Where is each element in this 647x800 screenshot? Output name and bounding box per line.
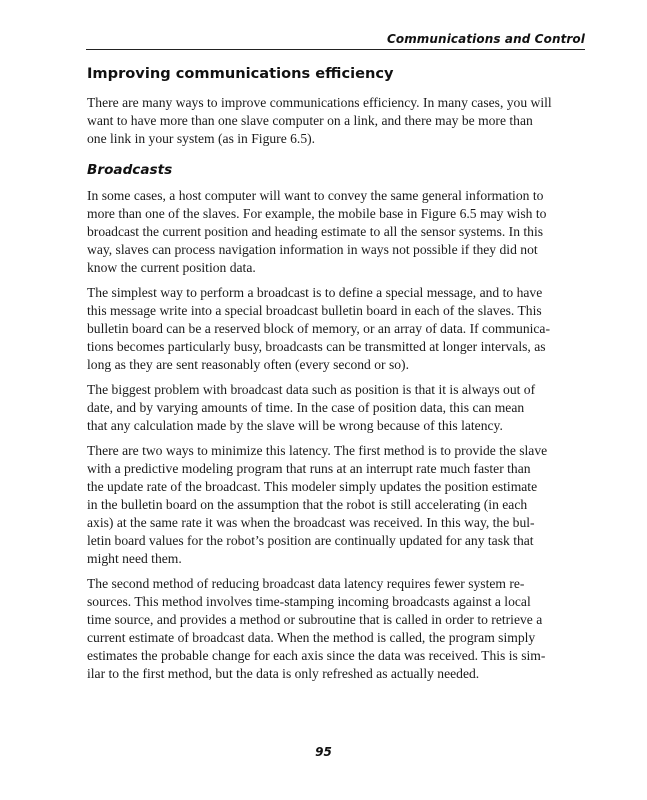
- line: the update rate of the broadcast. This modeler simply updates the position estimate: [87, 479, 538, 494]
- line: sources. This method involves time-stamping incoming broadcasts against a local: [87, 594, 531, 609]
- section-title: Improving communications efficiency: [87, 65, 394, 82]
- paragraph-3: [87, 284, 581, 374]
- line: tions becomes particularly busy, broadcasts can be transmitted at longer intervals, as: [87, 339, 546, 354]
- line: date, and by varying amounts of time. In the case of position data, this can mean: [87, 400, 525, 415]
- line: The biggest problem with broadcast data such as position is that it is always out of: [87, 382, 536, 397]
- line: There are two ways to minimize this latency. The first method is to provide the slave: [87, 443, 548, 458]
- line: broadcast the current position and heading estimate to all the sensor systems. In this: [87, 224, 544, 239]
- line: more than one of the slaves. For example, the mobile base in Figure 6.5 may wish to: [87, 206, 547, 221]
- paragraph-2: [87, 187, 581, 277]
- line: in the bulletin board on the assumption that the robot is still accelerating (in each: [87, 497, 528, 512]
- line: know the current position data.: [87, 260, 256, 275]
- subsection-title: Broadcasts: [87, 162, 173, 178]
- line: with a predictive modeling program that runs at an interrupt rate much faster than: [87, 461, 531, 476]
- paragraph-4: [87, 381, 581, 435]
- line: want to have more than one slave computer on a link, and there may be more than: [87, 113, 533, 128]
- line: this message write into a special broadcast bulletin board in each of the slaves. This: [87, 303, 542, 318]
- body-content: [87, 64, 581, 690]
- line: long as they are sent reasonably often (every second or so).: [87, 357, 409, 372]
- line: The simplest way to perform a broadcast is to define a special message, and to have: [87, 285, 543, 300]
- line: estimates the probable change for each axis since the data was received. This is sim-: [87, 648, 546, 663]
- header-rule: [86, 49, 585, 50]
- line: axis) at the same rate it was when the broadcast was received. In this way, the bul-: [87, 515, 535, 530]
- line: current estimate of broadcast data. When the method is called, the program simply: [87, 630, 536, 645]
- line: that any calculation made by the slave will be wrong because of this latency.: [87, 418, 503, 433]
- line: time source, and provides a method or subroutine that is called in order to retrieve a: [87, 612, 543, 627]
- running-head: Communications and Control: [386, 32, 585, 46]
- line: ilar to the first method, but the data is only refreshed as actually needed.: [87, 666, 480, 681]
- paragraph-5: [87, 442, 581, 568]
- line: bulletin board can be a reserved block of memory, or an array of data. If communica-: [87, 321, 550, 336]
- line: In some cases, a host computer will want to convey the same general information to: [87, 188, 544, 203]
- page-number: 95: [315, 745, 332, 759]
- paragraph-1: [87, 94, 581, 148]
- line: letin board values for the robot’s position are continually updated for any task that: [87, 533, 534, 548]
- line: one link in your system (as in Figure 6.5).: [87, 131, 316, 146]
- line: way, slaves can process navigation information in ways not possible if they did not: [87, 242, 538, 257]
- paragraph-6: [87, 575, 581, 683]
- line: There are many ways to improve communications efficiency. In many cases, you will: [87, 95, 552, 110]
- line: might need them.: [87, 551, 182, 566]
- line: The second method of reducing broadcast data latency requires fewer system re-: [87, 576, 525, 591]
